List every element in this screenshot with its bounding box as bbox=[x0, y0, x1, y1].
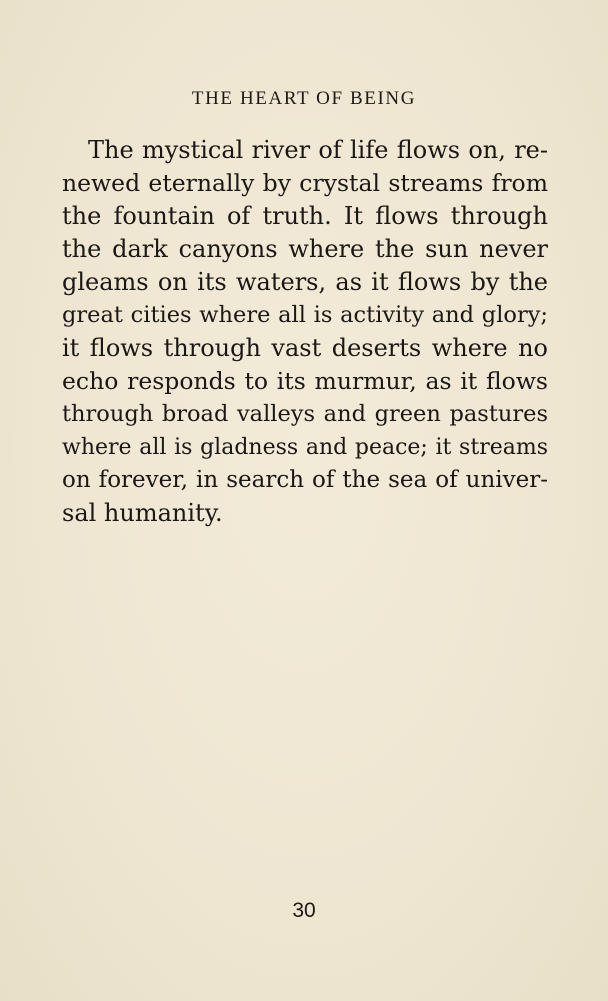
text-line: newed eternally by crystal streams from bbox=[62, 169, 548, 197]
running-head: THE HEART OF BEING bbox=[191, 88, 417, 109]
text-line: on forever, in search of the sea of univer- bbox=[62, 467, 548, 493]
text-line: it flows through vast deserts where no bbox=[62, 334, 548, 362]
text-line: gleams on its waters, as it flows by the bbox=[62, 268, 548, 296]
text-line: sal humanity. bbox=[62, 499, 223, 527]
text-line: the fountain of truth. It flows through bbox=[62, 202, 548, 230]
text-line: The mystical river of life flows on, re- bbox=[88, 136, 548, 164]
text-line: where all is gladness and peace; it streams bbox=[62, 435, 548, 460]
text-line: echo responds to its murmur, as it flows bbox=[62, 367, 548, 395]
text-line: the dark canyons where the sun never bbox=[62, 235, 548, 263]
body-paragraph bbox=[62, 134, 548, 530]
text-line: through broad valleys and green pastures bbox=[62, 401, 548, 427]
page-number: 30 bbox=[292, 899, 316, 922]
text-line: great cities where all is activity and glory; bbox=[62, 302, 548, 328]
